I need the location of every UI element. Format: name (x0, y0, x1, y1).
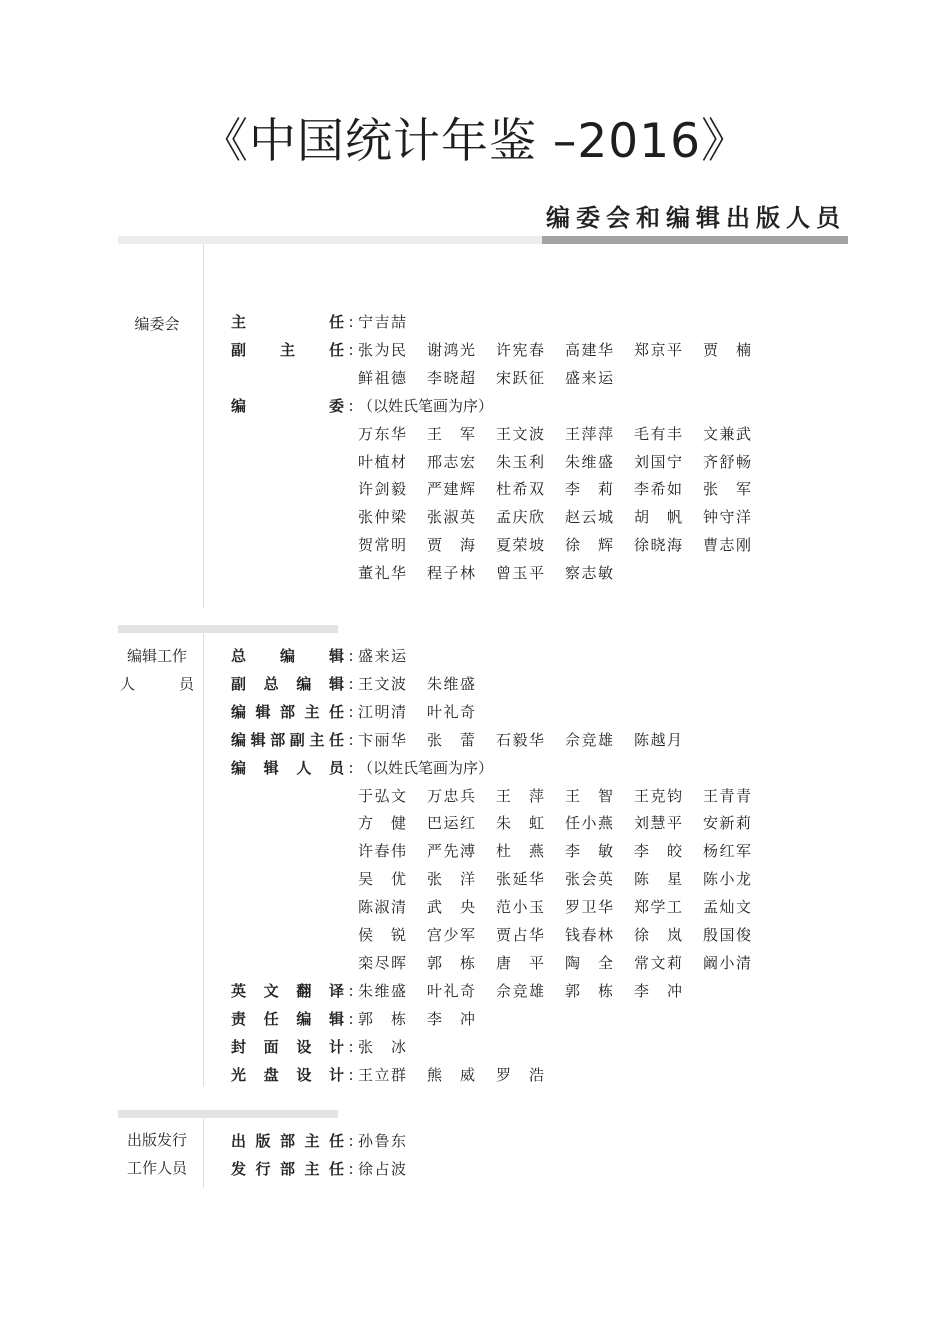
person-name: 王萍萍 (565, 424, 613, 443)
name-list (358, 754, 493, 782)
person-name: 陈 星 (634, 870, 682, 889)
name-list (358, 698, 496, 726)
person-name: 贺常明 (358, 536, 406, 555)
person-name: 朱维盛 (427, 674, 475, 693)
person-name: 文兼武 (703, 424, 751, 443)
name-list (358, 1033, 427, 1061)
name-list (358, 809, 772, 837)
header-rule-dark (542, 236, 848, 244)
name-list (358, 977, 703, 1005)
role-colon: : (348, 1009, 354, 1028)
person-name: 曹志刚 (703, 536, 751, 555)
name-list (358, 420, 772, 448)
name-list (358, 308, 427, 336)
name-list (358, 475, 772, 503)
person-name: 武 央 (427, 898, 475, 917)
role-label: 主 任 (231, 313, 344, 331)
person-name: 王克钧 (634, 786, 682, 805)
person-name: 高建华 (565, 340, 613, 359)
person-name: 程子林 (427, 564, 475, 583)
person-name: 叶礼奇 (427, 702, 475, 721)
person-name: 李 皎 (634, 842, 682, 861)
person-name: 刘国宁 (634, 452, 682, 471)
section-label-line: 出版发行 (126, 1131, 187, 1149)
person-name: 严建辉 (427, 480, 475, 499)
person-name: 罗 浩 (496, 1065, 544, 1084)
person-name: 安新莉 (703, 814, 751, 833)
role-colon: : (348, 340, 354, 359)
person-name: 钱春林 (565, 926, 613, 944)
name-list (358, 726, 703, 754)
person-name: 江明清 (358, 702, 406, 721)
person-name: 佘竞雄 (496, 981, 544, 1000)
person-name: 朱维盛 (358, 981, 406, 1000)
ordering-note: （以姓氏笔画为序） (358, 396, 494, 415)
person-name: 杜 燕 (496, 842, 544, 861)
role-colon: : (348, 313, 354, 331)
role-colon: : (348, 1132, 354, 1150)
name-list (358, 893, 772, 921)
role-label: 副总编辑 (231, 674, 344, 693)
person-name: 察志敏 (565, 564, 613, 583)
section-label-publishing (120, 1126, 194, 1182)
person-name: 吴 优 (358, 870, 406, 889)
person-name: 朱维盛 (565, 452, 613, 471)
person-name: 许春伟 (358, 842, 406, 861)
person-name: 叶植材 (358, 452, 406, 471)
role-colon: : (348, 1159, 354, 1178)
role-colon: : (348, 981, 354, 1000)
person-name: 王青青 (703, 786, 751, 805)
person-name: 刘慧平 (634, 814, 682, 833)
person-name: 杨红军 (703, 842, 751, 861)
role-label: 编辑部主任 (231, 702, 344, 721)
person-name: 谢鸿光 (427, 340, 475, 359)
person-name: 李晓超 (427, 368, 475, 387)
name-list (358, 531, 772, 559)
person-name: 佘竞雄 (565, 730, 613, 749)
person-name: 邢志宏 (427, 452, 475, 471)
person-name: 董礼华 (358, 564, 406, 583)
person-name: 张淑英 (427, 508, 475, 527)
person-name: 张为民 (358, 340, 406, 359)
person-name: 严先溥 (427, 842, 475, 861)
person-name: 王 军 (427, 424, 475, 443)
person-name: 宋跃征 (496, 368, 544, 387)
role-colon: : (348, 702, 354, 721)
person-name: 范小玉 (496, 898, 544, 917)
person-name: 郭 栋 (427, 953, 475, 972)
name-list (358, 949, 772, 977)
person-name: 贾 海 (427, 536, 475, 555)
person-name: 胡 帆 (634, 508, 682, 527)
person-name: 唐 平 (496, 953, 544, 972)
person-name: 盛来运 (358, 647, 406, 665)
person-name: 宫少军 (427, 926, 475, 944)
role-label: 封面设计 (231, 1037, 344, 1056)
person-name: 孟庆欣 (496, 508, 544, 527)
person-name: 许宪春 (496, 340, 544, 359)
role-colon: : (348, 730, 354, 749)
name-list (358, 559, 634, 587)
role-colon: : (348, 1037, 354, 1056)
name-list (358, 642, 427, 670)
person-name: 方 健 (358, 814, 406, 833)
person-name: 任小燕 (565, 814, 613, 833)
person-name: 栾尽晖 (358, 953, 406, 972)
person-name: 郑学工 (634, 898, 682, 917)
person-name: 朱玉利 (496, 452, 544, 471)
person-name: 夏荣坡 (496, 536, 544, 555)
section-label-editorial-staff (120, 642, 194, 698)
person-name: 万东华 (358, 424, 406, 443)
person-name: 熊 威 (427, 1065, 475, 1084)
name-list (358, 1061, 565, 1089)
person-name: 殷国俊 (703, 926, 751, 944)
section-label-line: 编辑工作 (126, 647, 187, 665)
person-name: 王文波 (496, 424, 544, 443)
role-colon: : (348, 674, 354, 693)
person-name: 杜希双 (496, 480, 544, 499)
section-divider-line (203, 244, 204, 608)
person-name: 孟灿文 (703, 898, 751, 917)
person-name: 陈淑清 (358, 898, 406, 917)
person-name: 毛有丰 (634, 424, 682, 443)
person-name: 巴运红 (427, 814, 475, 833)
person-name: 朱 虹 (496, 814, 544, 833)
section-separator-bar (118, 625, 338, 633)
person-name: 张仲梁 (358, 508, 406, 527)
person-name: 鲜祖德 (358, 368, 406, 387)
role-label: 编 委 (231, 396, 344, 415)
person-name: 石毅华 (496, 730, 544, 749)
person-name: 许剑毅 (358, 480, 406, 499)
role-label: 出版部主任 (231, 1132, 344, 1150)
name-list (358, 865, 772, 893)
role-label: 责任编辑 (231, 1009, 344, 1028)
person-name: 徐 岚 (634, 926, 682, 944)
person-name: 孙鲁东 (358, 1132, 406, 1150)
person-name: 徐占波 (358, 1159, 406, 1178)
person-name: 张会英 (565, 870, 613, 889)
name-list (358, 1155, 427, 1183)
person-name: 侯 锐 (358, 926, 406, 944)
name-list (358, 921, 772, 949)
person-name: 王 萍 (496, 786, 544, 805)
person-name: 常文莉 (634, 953, 682, 972)
person-name: 叶礼奇 (427, 981, 475, 1000)
person-name: 卞丽华 (358, 730, 406, 749)
role-label: 光盘设计 (231, 1065, 344, 1084)
section-divider-line (203, 634, 204, 1086)
name-list (358, 670, 496, 698)
person-name: 于弘文 (358, 786, 406, 805)
person-name: 宁吉喆 (358, 313, 406, 331)
person-name: 李 敏 (565, 842, 613, 861)
person-name: 张 冰 (358, 1037, 406, 1056)
name-list (358, 448, 772, 476)
role-colon: : (348, 647, 354, 665)
name-list (358, 782, 772, 810)
role-label: 编辑人员 (231, 758, 344, 777)
person-name: 陶 全 (565, 953, 613, 972)
person-name: 曾玉平 (496, 564, 544, 583)
role-label: 英文翻译 (231, 981, 344, 1000)
name-list (358, 1127, 427, 1155)
person-name: 张延华 (496, 870, 544, 889)
role-colon: : (348, 1065, 354, 1084)
person-name: 齐舒畅 (703, 452, 751, 471)
role-colon: : (348, 758, 354, 777)
person-name: 徐 辉 (565, 536, 613, 555)
role-colon: : (348, 396, 354, 415)
person-name: 李 冲 (634, 981, 682, 1000)
person-name: 张 蕾 (427, 730, 475, 749)
name-list (358, 1005, 496, 1033)
role-label: 发行部主任 (231, 1159, 344, 1178)
name-list (358, 503, 772, 531)
section-label-line: 工作人员 (126, 1159, 187, 1177)
person-name: 贾 楠 (703, 340, 751, 359)
person-name: 盛来运 (565, 368, 613, 387)
page-subtitle: 编委会和编辑出版人员 (546, 204, 846, 232)
person-name: 阚小清 (703, 953, 751, 972)
name-list (358, 336, 772, 364)
person-name: 赵云城 (565, 508, 613, 527)
section-divider-line (203, 1118, 204, 1188)
person-name: 王文波 (358, 674, 406, 693)
section-label-line: 编委会 (134, 315, 180, 333)
section-label-editorial-committee (120, 310, 194, 338)
person-name: 李希如 (634, 480, 682, 499)
person-name: 贾占华 (496, 926, 544, 944)
person-name: 罗卫华 (565, 898, 613, 917)
role-label: 编辑部副主任 (231, 730, 344, 749)
person-name: 张 军 (703, 480, 751, 499)
name-list (358, 364, 634, 392)
person-name: 张 洋 (427, 870, 475, 889)
section-separator-bar (118, 1110, 338, 1118)
person-name: 徐晓海 (634, 536, 682, 555)
person-name: 王立群 (358, 1065, 406, 1084)
person-name: 郑京平 (634, 340, 682, 359)
person-name: 李 莉 (565, 480, 613, 499)
ordering-note: （以姓氏笔画为序） (358, 758, 494, 777)
person-name: 郭 栋 (565, 981, 613, 1000)
page-title: 《中国统计年鉴 –2016》 (200, 114, 750, 169)
section-label-line: 人员 (120, 675, 194, 693)
person-name: 钟守洋 (703, 508, 751, 527)
person-name: 李 冲 (427, 1009, 475, 1028)
header-rule-light (118, 236, 542, 244)
name-list (358, 392, 493, 420)
person-name: 万忠兵 (427, 786, 475, 805)
role-label: 总编辑 (231, 647, 344, 665)
role-label: 副 主 任 (231, 340, 344, 359)
name-list (358, 837, 772, 865)
person-name: 陈越月 (634, 730, 682, 749)
person-name: 王 智 (565, 786, 613, 805)
person-name: 陈小龙 (703, 870, 751, 889)
person-name: 郭 栋 (358, 1009, 406, 1028)
